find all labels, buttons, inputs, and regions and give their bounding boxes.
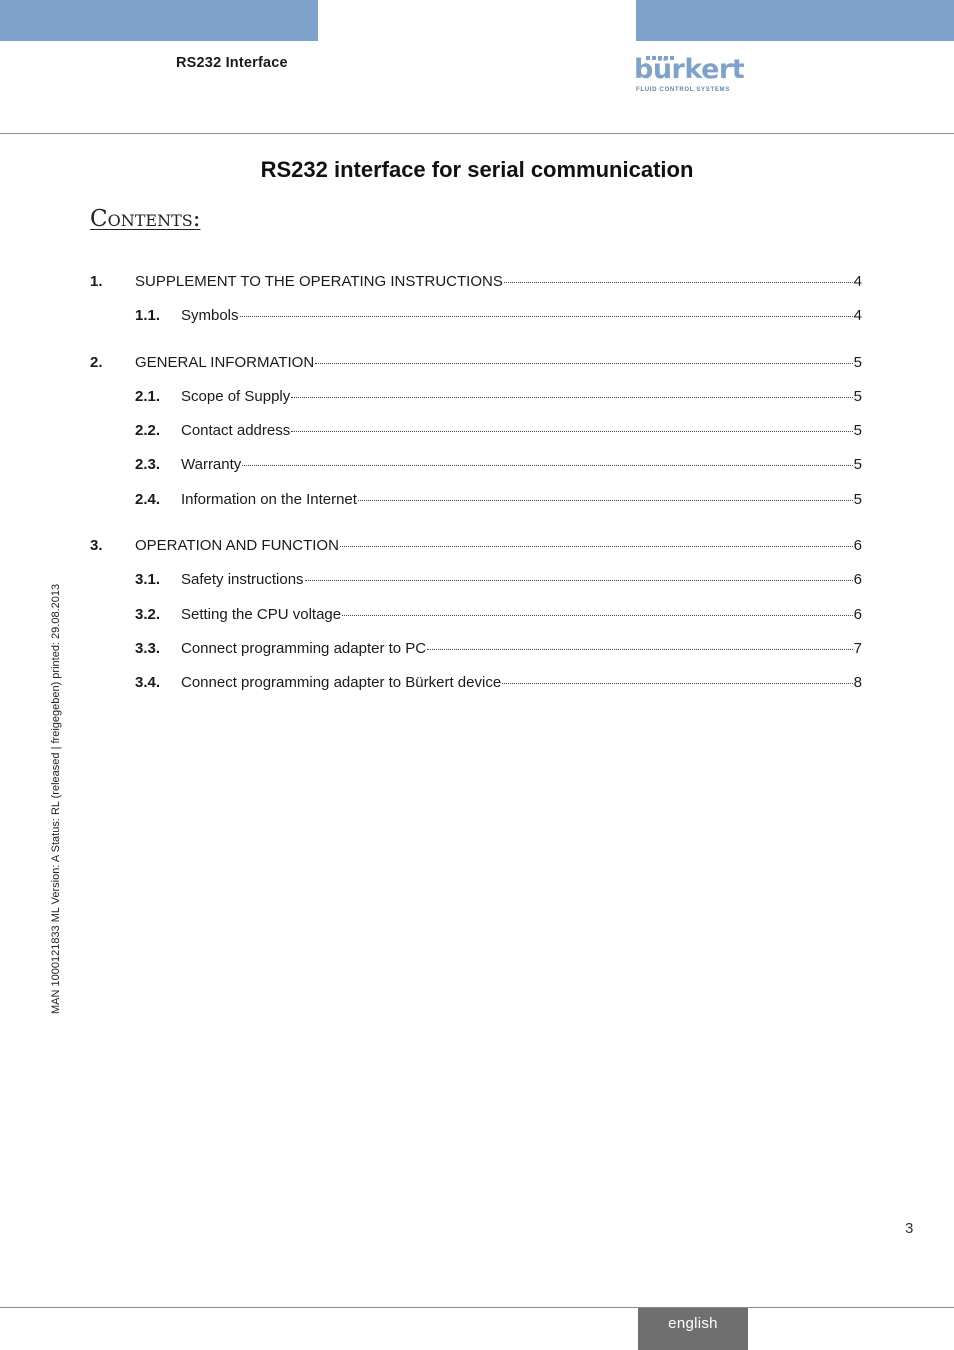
toc-entry[interactable]: [90, 273, 862, 293]
toc-entry[interactable]: [135, 307, 862, 327]
header-title: RS232 Interface: [176, 55, 288, 71]
toc-leader: [358, 499, 853, 501]
toc-entry[interactable]: [135, 571, 862, 591]
toc-title: Symbols: [181, 307, 239, 324]
toc-leader: [291, 396, 852, 398]
toc-page: 5: [853, 491, 862, 508]
toc-leader: [291, 430, 852, 432]
toc-entry[interactable]: [135, 491, 862, 511]
toc-page: 5: [853, 388, 862, 405]
logo-wordmark: bürkert: [634, 54, 745, 85]
toc-leader: [240, 315, 853, 317]
toc-page: 4: [853, 307, 862, 324]
toc-title: SUPPLEMENT TO THE OPERATING INSTRUCTIONS: [135, 273, 503, 290]
logo-tagline: FLUID CONTROL SYSTEMS: [636, 87, 730, 93]
toc-page: 6: [853, 537, 862, 554]
toc-entry[interactable]: [90, 354, 862, 374]
toc-leader: [305, 579, 853, 581]
contents-heading: Contents:: [90, 206, 201, 232]
toc-number: 2.3.: [135, 456, 161, 473]
toc-number: 3.2.: [135, 606, 161, 623]
toc-number: 1.: [90, 273, 103, 290]
toc-leader: [502, 682, 852, 684]
toc-page: 7: [853, 640, 862, 657]
toc-page: 5: [853, 456, 862, 473]
toc-title: Setting the CPU voltage: [181, 606, 342, 623]
toc-title: Contact address: [181, 422, 291, 439]
toc-number: 3.4.: [135, 674, 161, 691]
header-divider: [0, 133, 954, 134]
toc-entry[interactable]: [135, 422, 862, 442]
document-status-note: MAN 1000121833 ML Version: A Status: RL (released | freigegeben) printed: 29.08.2013: [50, 583, 62, 1014]
toc-number: 2.: [90, 354, 103, 371]
toc-title: Connect programming adapter to Bürkert device: [181, 674, 502, 691]
toc-number: 3.: [90, 537, 103, 554]
header-bar-left: [0, 0, 318, 41]
toc-entry[interactable]: [90, 537, 862, 557]
toc-title: Connect programming adapter to PC: [181, 640, 427, 657]
toc-leader: [315, 362, 852, 364]
toc-page: 6: [853, 606, 862, 623]
toc-number: 2.1.: [135, 388, 161, 405]
toc-number: 2.4.: [135, 491, 161, 508]
toc-leader: [242, 464, 852, 466]
toc-number: 1.1.: [135, 307, 161, 324]
toc-title: OPERATION AND FUNCTION: [135, 537, 339, 554]
toc-leader: [427, 648, 853, 650]
toc-number: 2.2.: [135, 422, 161, 439]
toc-entry[interactable]: [135, 640, 862, 660]
toc-entry[interactable]: [135, 456, 862, 476]
toc-page: 6: [853, 571, 862, 588]
toc-title: Information on the Internet: [181, 491, 357, 508]
toc-title: GENERAL INFORMATION: [135, 354, 315, 371]
header-bar-right: [636, 0, 954, 41]
toc-leader: [342, 614, 853, 616]
toc-leader: [340, 545, 853, 547]
toc-page: 5: [853, 354, 862, 371]
language-tab: english: [638, 1308, 748, 1350]
page-number: 3: [905, 1220, 914, 1237]
document-title: RS232 interface for serial communication: [260, 157, 694, 182]
toc-title: Scope of Supply: [181, 388, 291, 405]
toc-number: 3.3.: [135, 640, 161, 657]
toc-number: 3.1.: [135, 571, 161, 588]
toc-entry[interactable]: [135, 606, 862, 626]
toc-leader: [504, 281, 853, 283]
toc-entry[interactable]: [135, 674, 862, 694]
burkert-logo: [634, 54, 745, 97]
toc-page: 4: [853, 273, 862, 290]
toc-page: 5: [853, 422, 862, 439]
footer-divider: [0, 1307, 954, 1308]
toc-entry[interactable]: [135, 388, 862, 408]
toc-title: Safety instructions: [181, 571, 304, 588]
toc-page: 8: [853, 674, 862, 691]
toc-title: Warranty: [181, 456, 242, 473]
